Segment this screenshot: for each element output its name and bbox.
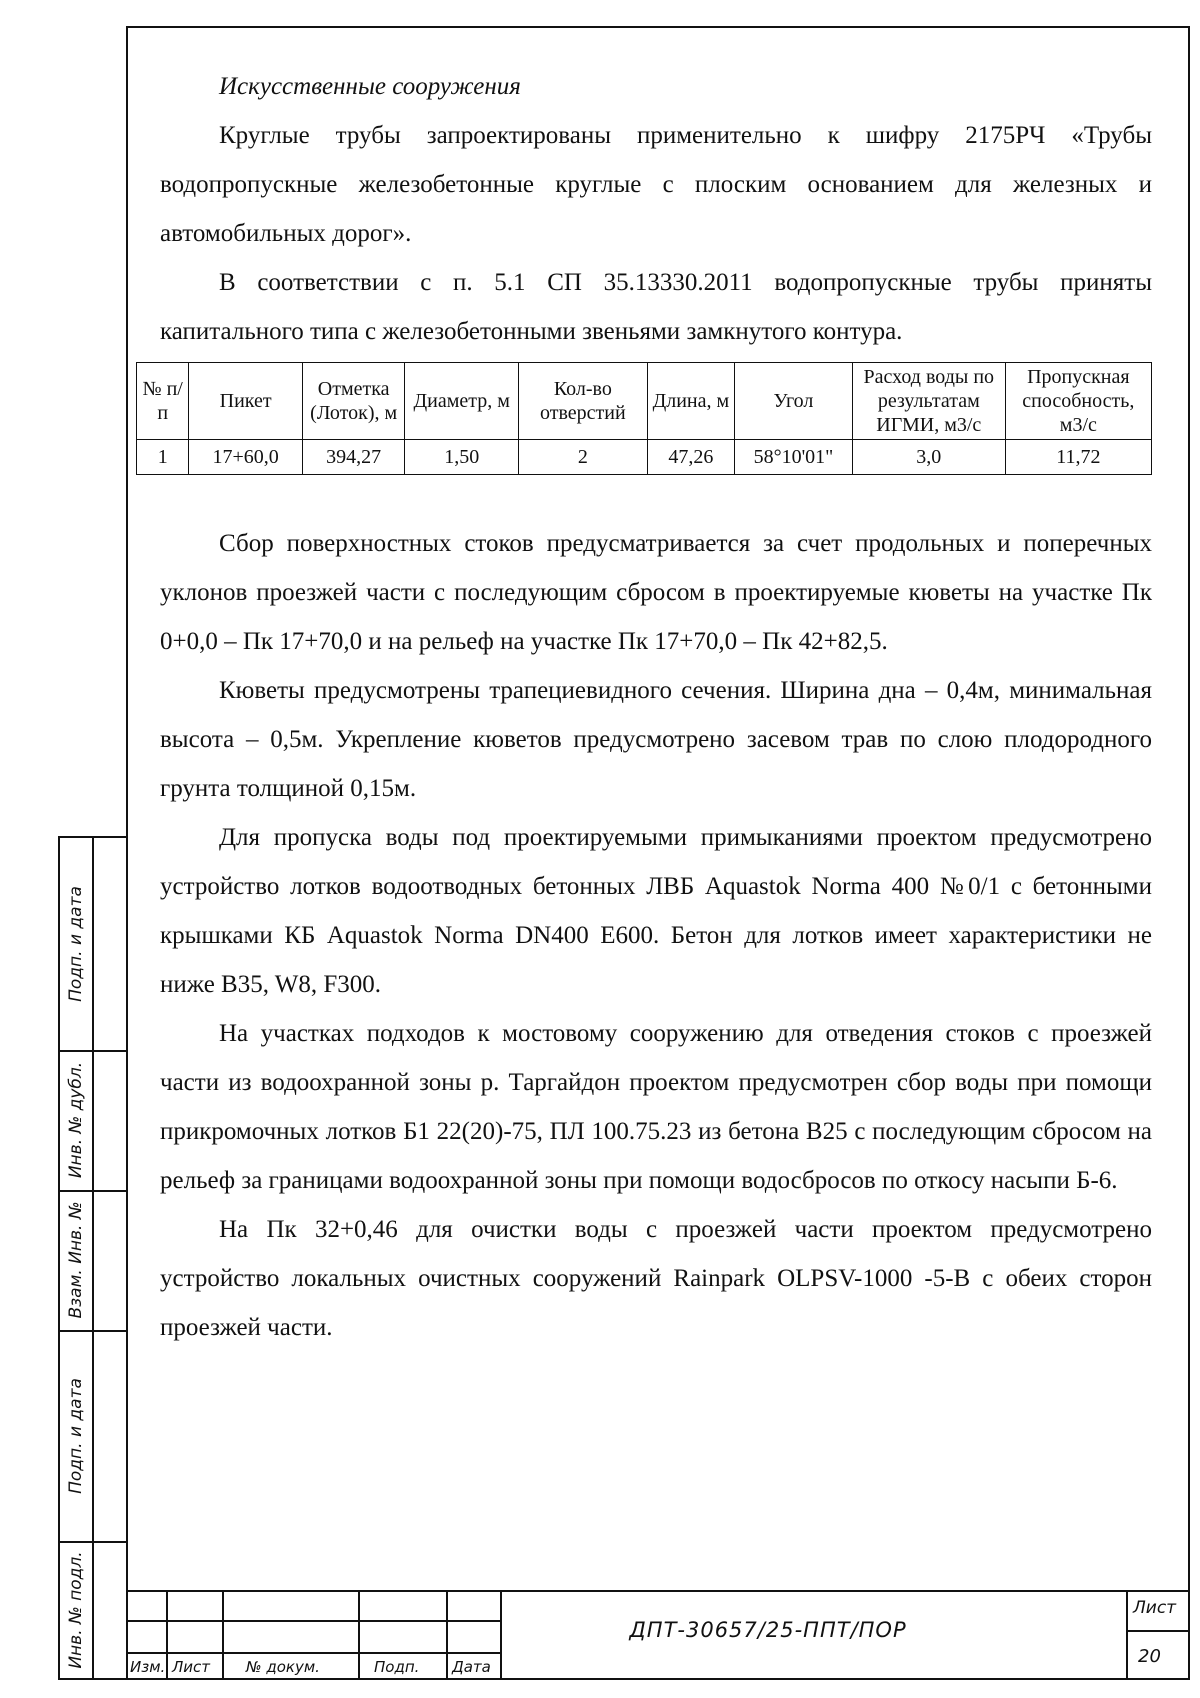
section-heading: Искусственные сооружения (219, 73, 521, 100)
side-stamp-divider (60, 1050, 126, 1052)
title-block-divider (128, 1652, 500, 1654)
paragraph: На Пк 32+0,46 для очистки воды с проезжей части проектом предусмотрено устройство локальных очистных сооружений Rainpark OLPSV-1000 -5-B с обеих сторон проезжей части. (160, 1216, 1152, 1341)
title-block-divider (1126, 1592, 1128, 1680)
table-cell: 1 (137, 440, 189, 475)
stamp-label: № докум. (246, 1658, 320, 1676)
table-header-cell: Расход воды по результатам ИГМИ, м3/с (852, 363, 1005, 440)
sheet-number: 20 (1138, 1646, 1161, 1667)
table-header-cell: № п/п (137, 363, 189, 440)
spacer (160, 475, 1152, 519)
paragraph: Круглые трубы запроектированы применительно к шифру 2175РЧ «Трубы водопропускные железобетонные круглые с плоским основанием для железных и автомобильных дорог». (160, 122, 1152, 247)
title-block-divider (1126, 1630, 1190, 1632)
side-stamp-label: Подп. и дата (66, 1378, 86, 1494)
document-code: ДПТ-30657/25-ППТ/ПОР (629, 1618, 907, 1642)
table-header-cell: Пропускная способность, м3/с (1005, 363, 1151, 440)
title-block-divider (446, 1592, 448, 1680)
stamp-label: Изм. (130, 1658, 166, 1676)
table-header-cell: Диаметр, м (405, 363, 519, 440)
stamp-label: Лист (172, 1658, 211, 1676)
paragraph: На участках подходов к мостовому сооружению для отведения стоков с проезжей части из водоохранной зоны р. Таргайдон проектом предусмотрен сбор воды при помощи прикромочных лотков Б1 22(20)-75, ПЛ 100.75.23 из бетона В25 с последующим сбросом на рельеф за границами водоохранной зоны при помощи водосбросов по откосу насыпи Б-6. (160, 1020, 1152, 1194)
paragraph: Для пропуска воды под проектируемыми примыканиями проектом предусмотрено устройство лотков водоотводных бетонных ЛВБ Aquastok Norma 400 №0/1 с бетонными крышками КБ Aquastok Norma DN400 E600. Бетон для лотков имеет характеристики не ниже B35, W8, F300. (160, 824, 1152, 998)
table-cell: 58°10'01" (735, 440, 853, 475)
stamp-label: Дата (452, 1658, 491, 1676)
paragraph: В соответствии с п. 5.1 СП 35.13330.2011 водопропускные трубы приняты капитального типа с железобетонными звеньями замкнутого контура. (160, 269, 1152, 345)
table-header-cell: Угол (735, 363, 853, 440)
table-header-cell: Пикет (189, 363, 303, 440)
table-cell: 2 (518, 440, 647, 475)
title-block-divider (166, 1592, 168, 1680)
table-cell: 3,0 (852, 440, 1005, 475)
table-cell: 11,72 (1005, 440, 1151, 475)
paragraph: Кюветы предусмотрены трапециевидного сечения. Ширина дна – 0,4м, минимальная высота – 0,5м. Укрепление кюветов предусмотрено засевом трав по слою плодородного грунта толщиной 0,15м. (160, 677, 1152, 802)
table-row (137, 440, 1152, 475)
table-header-row (137, 363, 1152, 440)
document-body (142, 62, 1152, 1352)
table-cell: 1,50 (405, 440, 519, 475)
side-stamp-divider (60, 1541, 126, 1543)
side-stamp (58, 836, 126, 1680)
table-header-cell: Длина, м (647, 363, 734, 440)
title-block-divider (358, 1592, 360, 1680)
side-stamp-label: Инв. № подл. (66, 1551, 86, 1669)
title-block (126, 1590, 1190, 1680)
table-header-cell: Отметка (Лоток), м (302, 363, 405, 440)
table-cell: 17+60,0 (189, 440, 303, 475)
side-stamp-divider (60, 1330, 126, 1332)
title-block-divider (222, 1592, 224, 1680)
side-stamp-divider (60, 1190, 126, 1192)
paragraph: Сбор поверхностных стоков предусматривается за счет продольных и поперечных уклонов проезжей части с последующим сбросом в проектируемые кюветы на участке Пк 0+0,0 – Пк 17+70,0 и на рельеф на участке Пк 17+70,0 – Пк 42+82,5. (160, 530, 1152, 655)
side-stamp-label: Подп. и дата (66, 886, 86, 1002)
side-stamp-divider (92, 838, 94, 1680)
title-block-divider (128, 1620, 500, 1622)
stamp-label: Подп. (374, 1658, 420, 1676)
side-stamp-label: Инв. № дубл. (66, 1061, 86, 1179)
side-stamp-label: Взам. Инв. № (66, 1201, 86, 1319)
table-cell: 47,26 (647, 440, 734, 475)
pipes-table (136, 362, 1152, 475)
table-header-cell: Кол-во отверстий (518, 363, 647, 440)
table-cell: 394,27 (302, 440, 405, 475)
sheet-label: Лист (1133, 1598, 1177, 1618)
